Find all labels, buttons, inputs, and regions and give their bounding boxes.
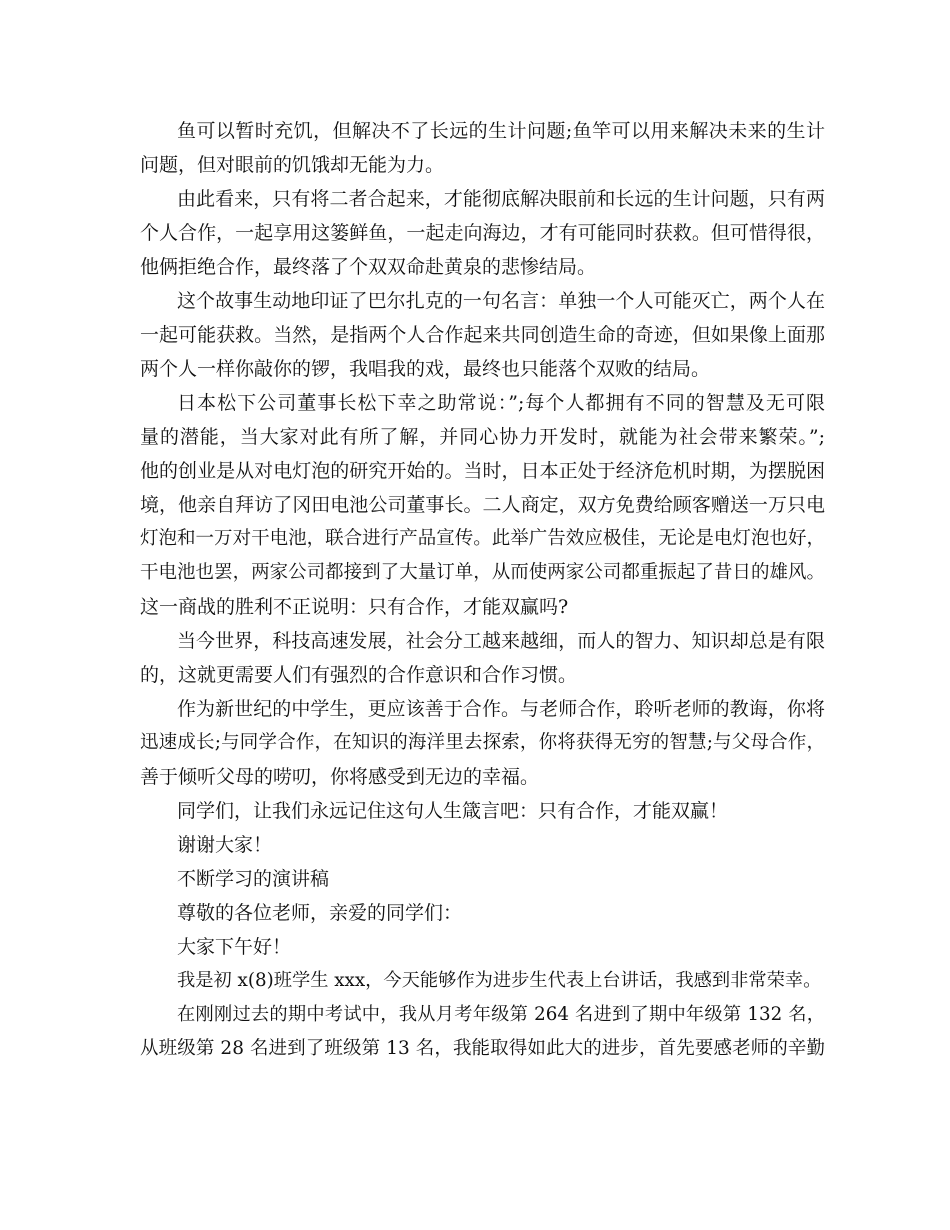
text-line: 两个人一样你敲你的锣，我唱我的戏，最终也只能落个双败的结局。 bbox=[140, 358, 711, 380]
text-line: 这个故事生动地印证了巴尔扎克的一句名言：单独一个人可能灭亡，两个人在 bbox=[177, 290, 825, 312]
text-line: 干电池也罢，两家公司都接到了大量订单，从而使两家公司都重振起了昔日的雄风。 bbox=[140, 562, 825, 583]
text-line: 鱼可以暂时充饥，但解决不了长远的生计问题;鱼竿可以用来解决未来的生计 bbox=[177, 120, 825, 142]
text-line: 量的潜能，当大家对此有所了解，并同心协力开发时，就能为社会带来繁荣。”; bbox=[140, 426, 825, 448]
text-line: 大家下午好！ bbox=[177, 936, 292, 958]
text-line: 在刚刚过去的期中考试中，我从月考年级第 264 名进到了期中年级第 132 名， bbox=[177, 1004, 825, 1025]
text-line: 他俩拒绝合作，最终落了个双双命赴黄泉的悲惨结局。 bbox=[140, 256, 597, 278]
text-line: 这一商战的胜利不正说明：只有合作，才能双赢吗? bbox=[140, 596, 569, 618]
text-line: 作为新世纪的中学生，更应该善于合作。与老师合作，聆听老师的教诲，你将 bbox=[177, 698, 825, 720]
text-line: 日本松下公司董事长松下幸之助常说：”;每个人都拥有不同的智慧及无可限 bbox=[177, 392, 825, 414]
text-line: 问题，但对眼前的饥饿却无能为力。 bbox=[140, 154, 445, 176]
text-line: 我是初 x(8)班学生 xxx，今天能够作为进步生代表上台讲话，我感到非常荣幸。 bbox=[177, 970, 822, 991]
text-line: 灯泡和一万对干电池，联合进行产品宣传。此举广告效应极佳，无论是电灯泡也好， bbox=[140, 528, 825, 549]
text-line: 的，这就更需要人们有强烈的合作意识和合作习惯。 bbox=[140, 664, 578, 686]
text-line: 一起可能获救。当然，是指两个人合作起来共同创造生命的奇迹，但如果像上面那 bbox=[140, 324, 825, 346]
text-line: 谢谢大家！ bbox=[177, 834, 273, 856]
text-line: 善于倾听父母的唠叨，你将感受到无边的幸福。 bbox=[140, 766, 540, 788]
text-line: 由此看来，只有将二者合起来，才能彻底解决眼前和长远的生计问题，只有两 bbox=[177, 188, 825, 210]
document-body bbox=[140, 114, 825, 1066]
text-line: 迅速成长;与同学合作，在知识的海洋里去探索，你将获得无穷的智慧;与父母合作， bbox=[140, 732, 825, 753]
text-line: 当今世界，科技高速发展，社会分工越来越细，而人的智力、知识却总是有限 bbox=[177, 630, 825, 652]
text-line: 尊敬的各位老师，亲爱的同学们： bbox=[177, 902, 463, 924]
text-line: 从班级第 28 名进到了班级第 13 名，我能取得如此大的进步，首先要感老师的辛勤 bbox=[140, 1038, 825, 1059]
text-line: 同学们，让我们永远记住这句人生箴言吧：只有合作，才能双赢！ bbox=[177, 800, 729, 822]
text-line: 他的创业是从对电灯泡的研究开始的。当时，日本正处于经济危机时期，为摆脱困 bbox=[140, 460, 825, 482]
text-line: 境，他亲自拜访了冈田电池公司董事长。二人商定，双方免费给顾客赠送一万只电 bbox=[140, 494, 825, 516]
text-line: 个人合作，一起享用这篓鲜鱼，一起走向海边，才有可能同时获救。但可惜得很， bbox=[140, 222, 825, 244]
text-line: 不断学习的演讲稿 bbox=[177, 868, 330, 890]
